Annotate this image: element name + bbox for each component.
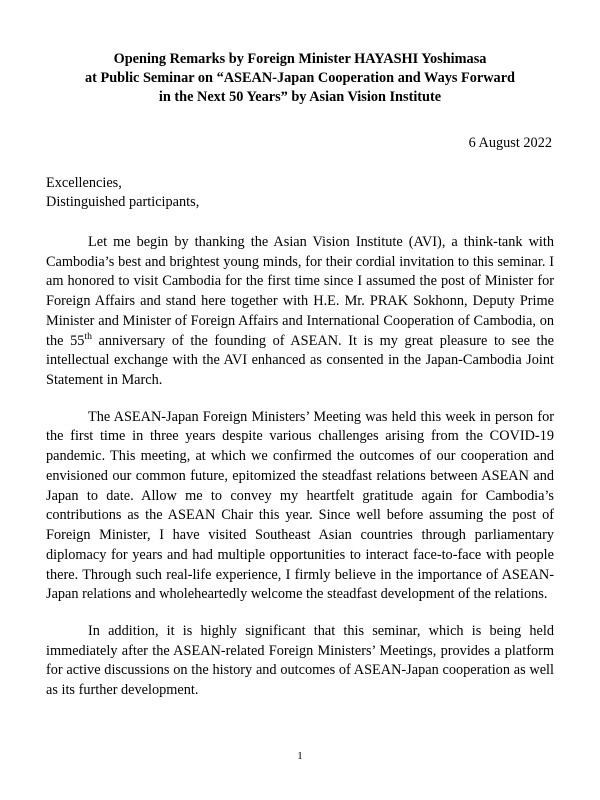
salutation-line-1: Excellencies, xyxy=(46,174,122,191)
document-date: 6 August 2022 xyxy=(468,134,552,151)
paragraph-3-text: In addition, it is highly significant that this seminar, which is being held immediately after the ASEAN-related Foreign Ministers’ Meetings, provides a platform for active discussions on the history and outcomes of ASEAN-Japan cooperation as well as its further development. xyxy=(46,622,554,699)
paragraph-3 xyxy=(46,622,554,701)
salutation-line-2: Distinguished participants, xyxy=(46,194,200,211)
paragraph-1-text-before: Let me begin by thanking the Asian Vision Institute (AVI), a think-tank with Cambodia’s best and brightest young minds, for their cordial invitation to this seminar. I am honored to visit Cambodia for the first time since I assumed the post of Minister for Foreign Affairs and stand here together with H.E. Mr. PRAK Sokhonn, Deputy Prime Minister and Minister of Foreign Affairs and International Cooperation of Cambodia, on the 55 xyxy=(46,234,554,349)
paragraph-2-text: The ASEAN-Japan Foreign Ministers’ Meeting was held this week in person for the first time in three years despite various challenges arising from the COVID-19 pandemic. This meeting, at which we confirmed the outcomes of our cooperation and envisioned our common future, epitomized the steadfast relations between ASEAN and Japan to date. Allow me to convey my heartfelt gratitude again for Cambodia’s contributions as the ASEAN Chair this year. Since well before assuming the post of Foreign Minister, I have visited Southeast Asian countries through parliamentary diplomacy for years and had multiple opportunities to interact face-to-face with people there. Through such real-life experience, I firmly believe in the importance of ASEAN-Japan relations and wholeheartedly welcome the steadfast development of the relations. xyxy=(46,408,554,603)
paragraph-1 xyxy=(46,233,554,391)
title-line-1: Opening Remarks by Foreign Minister HAYASHI Yoshimasa xyxy=(113,51,487,67)
title-line-2: at Public Seminar on “ASEAN-Japan Cooperation and Ways Forward xyxy=(84,69,516,86)
page-number: 1 xyxy=(297,750,303,762)
paragraph-2 xyxy=(46,408,554,605)
salutation xyxy=(46,174,554,213)
paragraph-1-text-after: anniversary of the founding of ASEAN. It is my great pleasure to see the intellectual exchange with the AVI enhanced as consented in the Japan-Cambodia Joint Statement in March. xyxy=(46,332,554,389)
page-title xyxy=(46,50,554,107)
paragraph-1-superscript: th xyxy=(84,330,92,342)
title-line-3: in the Next 50 Years” by Asian Vision Institute xyxy=(158,88,442,105)
